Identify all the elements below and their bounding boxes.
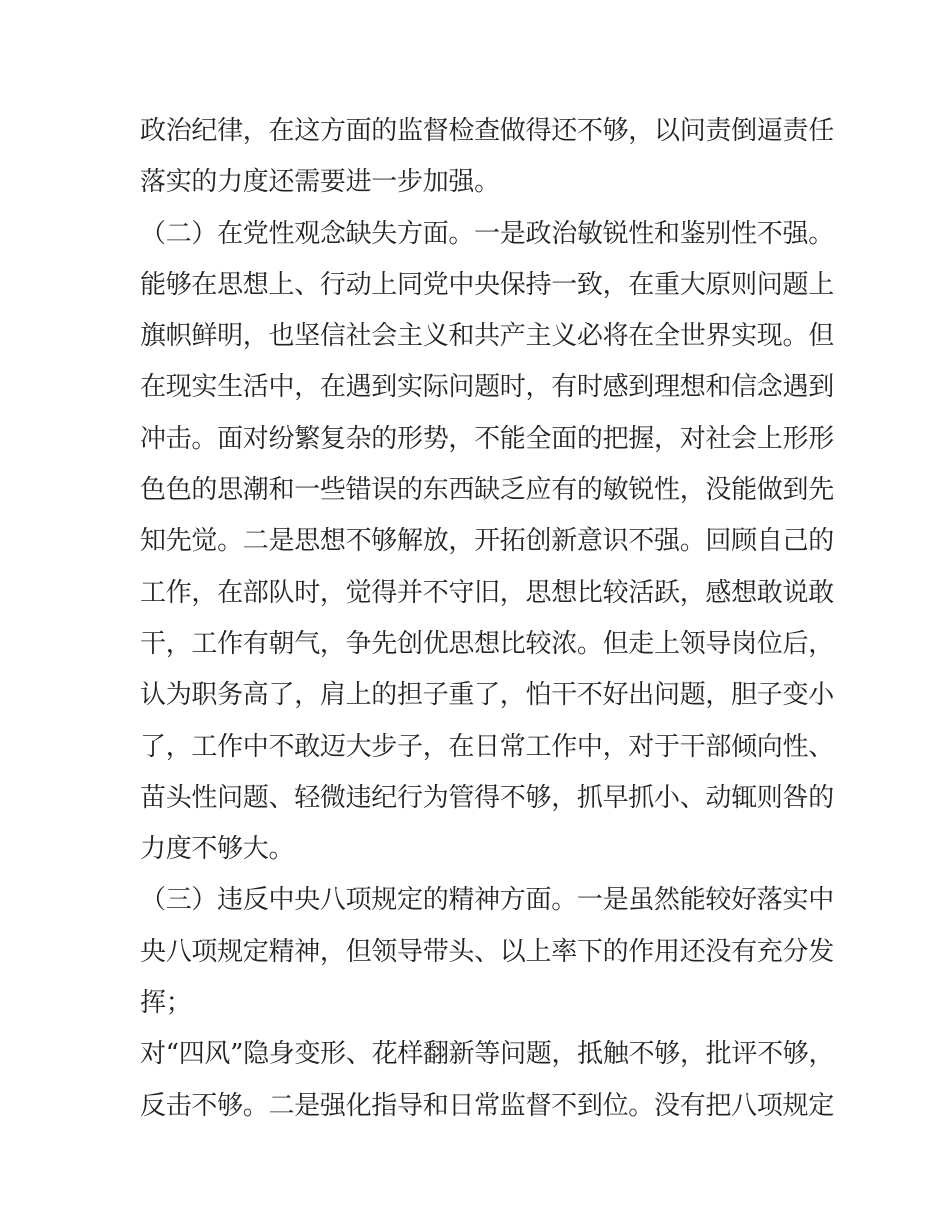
text-line: 干，工作有朝气，争先创优思想比较浓。但走上领导岗位后， xyxy=(140,628,834,659)
text-line: 知先觉。二是思想不够解放，开拓创新意识不强。回顾自己的 xyxy=(140,526,834,557)
section-heading-line: （二）在党性观念缺失方面。一是政治敏锐性和鉴别性不强。 xyxy=(140,218,834,249)
text-line: 旗帜鲜明，也坚信社会主义和共产主义必将在全世界实现。但 xyxy=(140,321,834,352)
text-line: 认为职务高了，肩上的担子重了，怕干不好出问题，胆子变小 xyxy=(140,680,834,711)
section-heading-line: （三）违反中央八项规定的精神方面。一是虽然能较好落实中 xyxy=(140,885,834,916)
text-line: 挥； xyxy=(140,988,192,1019)
text-line: 政治纪律，在这方面的监督检查做得还不够，以问责倒逼责任 xyxy=(140,116,834,146)
text-line: 对“四风”隐身变形、花样翻新等问题，抵触不够，批评不够， xyxy=(140,1039,835,1070)
body-text xyxy=(140,106,835,1132)
text-line: 落实的力度还需要进一步加强。 xyxy=(140,167,500,198)
text-line: 反击不够。二是强化指导和日常监督不到位。没有把八项规定 xyxy=(140,1090,834,1121)
text-line: 力度不够大。 xyxy=(140,834,295,865)
text-line: 苗头性问题、轻微违纪行为管得不够，抓早抓小、动辄则咎的 xyxy=(140,782,834,813)
text-line: 能够在思想上、行动上同党中央保持一致，在重大原则问题上 xyxy=(140,269,834,300)
text-line: 冲击。面对纷繁复杂的形势，不能全面的把握，对社会上形形 xyxy=(140,423,834,454)
text-line: 了，工作中不敢迈大步子，在日常工作中，对于干部倾向性、 xyxy=(140,731,834,762)
text-line: 在现实生活中，在遇到实际问题时，有时感到理想和信念遇到 xyxy=(140,372,834,403)
text-line: 色色的思潮和一些错误的东西缺乏应有的敏锐性，没能做到先 xyxy=(140,475,834,506)
text-line: 工作，在部队时，觉得并不守旧，思想比较活跃，感想敢说敢 xyxy=(140,577,834,608)
text-line: 央八项规定精神，但领导带头、以上率下的作用还没有充分发 xyxy=(140,936,834,967)
